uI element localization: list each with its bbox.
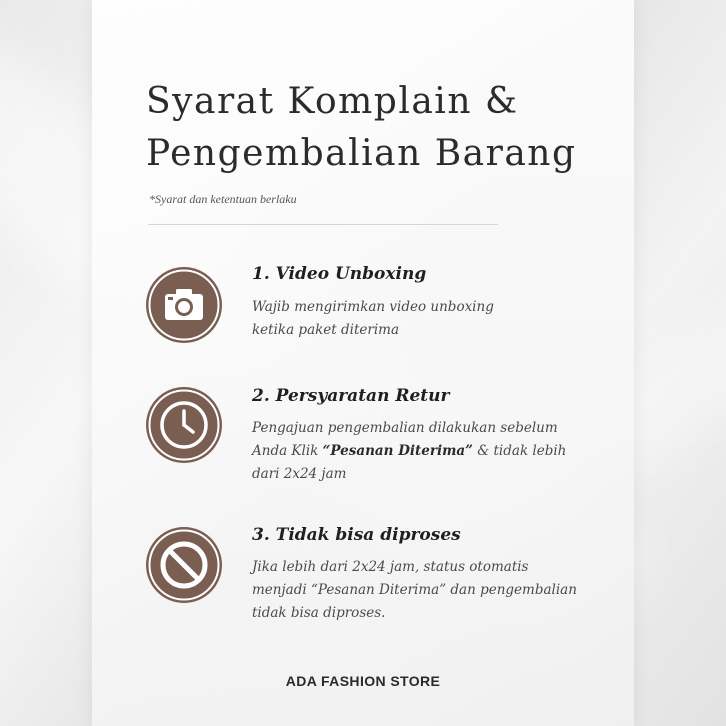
camera-icon [145,266,223,344]
desc-line: Wajib mengirimkan video unboxing [252,299,494,315]
desc-line: Jika lebih dari 2x24 jam, status otomatis [252,559,529,575]
terms-note: *Syarat dan ketentuan berlaku [149,192,297,206]
divider [148,224,498,225]
desc-line: menjadi “Pesanan Diterima” dan pengembalian [252,582,577,598]
prohibited-icon [145,526,223,604]
clock-icon [145,386,223,464]
desc-line: tidak bisa diproses. [252,605,386,621]
desc-text: & tidak lebih [472,443,567,459]
desc-line: Pengajuan pengembalian dilakukan sebelum [252,420,558,436]
item-2-title: 2. Persyaratan Retur [252,386,450,406]
desc-text: Anda Klik [252,443,323,459]
store-name: ADA FASHION STORE [285,673,441,689]
item-3-title: 3. Tidak bisa diproses [252,525,461,545]
item-3-desc [252,556,632,625]
item-1-desc [252,296,632,342]
desc-emphasis: “Pesanan Diterima” [322,443,473,459]
desc-line: ketika paket diterima [252,322,400,338]
item-2-desc [252,417,632,486]
title-line-1: Syarat Komplain & [146,81,519,122]
title-line-2: Pengembalian Barang [146,133,577,174]
desc-line: dari 2x24 jam [252,466,347,482]
item-1-title: 1. Video Unboxing [252,264,427,284]
desc-line [252,440,632,463]
page-title [146,76,577,180]
